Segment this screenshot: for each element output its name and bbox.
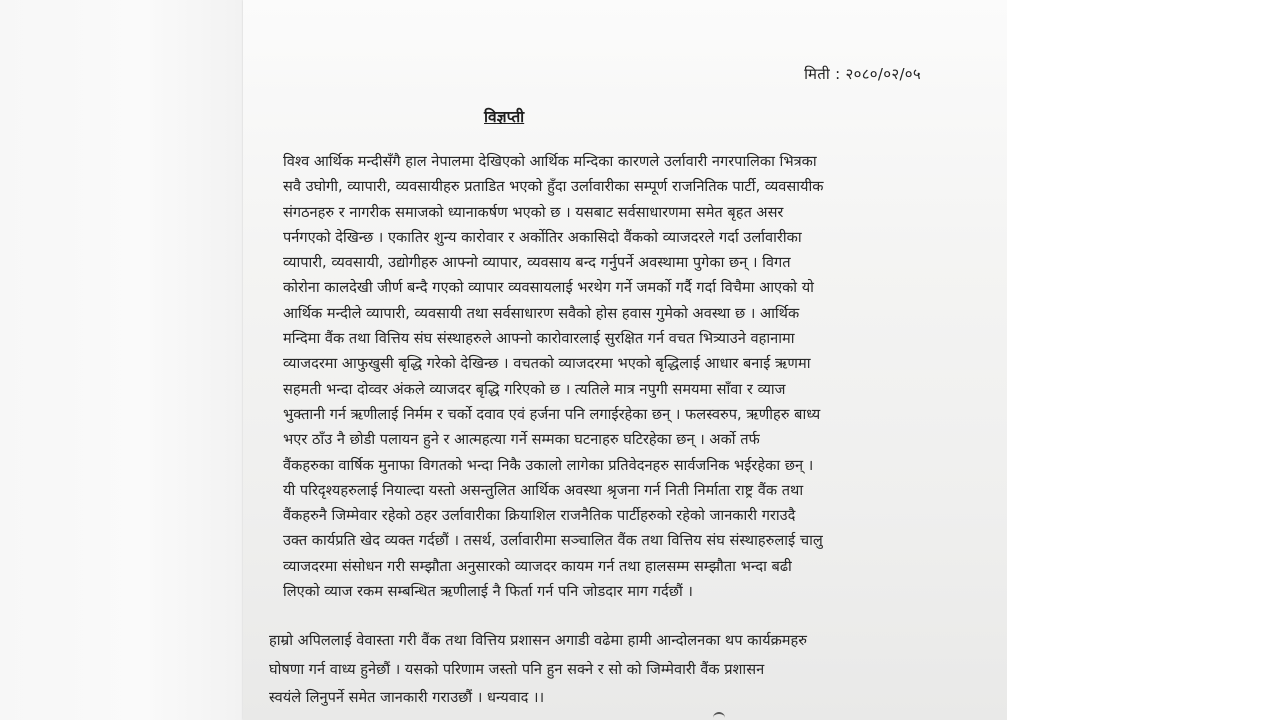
paragraph-closing [269, 627, 969, 713]
paragraph-line: पर्नगएको देखिन्छ । एकातिर शुन्य कारोवार र अर्कोतिर अकासिदो वैंकको व्याजदरले गर्दा उर्लावारीका [283, 228, 802, 246]
paragraph-line: विश्व आर्थिक मन्दीसँगै हाल नेपालमा देखिएको आर्थिक मन्दिका कारणले उर्लावारी नगरपालिका भित्रका [283, 153, 817, 170]
background-margin-left [0, 0, 243, 720]
paragraph-line: सवै उघोगी, व्यापारी, व्यवसायीहरु प्रताडित भएको हुँदा उर्लावारीका सम्पूर्ण राजनितिक पार्टी, व्यवसायीक [283, 178, 824, 196]
paragraph-line: यी परिदृश्यहरुलाई नियाल्दा यस्तो असन्तुलित आर्थिक अवस्था श्रृजना गर्न निती निर्माता राष्ट्र वैंक तथा [283, 481, 804, 499]
paragraph-line: व्यापारी, व्यवसायी, उद्योगीहरु आफ्नो व्यापार, व्यवसाय बन्द गर्नुपर्ने अवस्थामा पुगेका छन् । विगत [283, 254, 791, 272]
paragraph-line: आर्थिक मन्दीले व्यापारी, व्यवसायी तथा सर्वसाधारण सवैको होस हवास गुमेको अवस्था छ । आर्थिक [283, 304, 800, 322]
paragraph-line: व्याजदरमा संसोधन गरी सम्झौता अनुसारको व्याजदर कायम गर्न तथा हालसम्म सम्झौता भन्दा बढी [283, 557, 792, 575]
paragraph-line: हाम्रो अपिललाई वेवास्ता गरी वैंक तथा वित्तिय प्रशासन अगाडी वढेमा हामी आन्दोलनका थप कार्यक्रमहरु [269, 632, 808, 649]
paragraph-line: कोरोना कालदेखी जीर्ण बन्दै गएको व्यापार व्यवसायलाई भरथेग गर्ने जमर्को गर्दै गर्दा विचैमा आएको यो [283, 279, 814, 297]
paragraph-line: भएर ठाँउ नै छोडी पलायन हुने र आत्महत्या गर्ने सम्मका घटनाहरु घटिरहेका छन् । अर्को तर्फ [283, 431, 760, 449]
scanned-document [243, 0, 1007, 720]
document-date: मिती : २०८०/०२/०५ [804, 65, 921, 83]
paragraph-line: उक्त कार्यप्रति खेद व्यक्त गर्दछौं । तसर्थ, उर्लावारीमा सञ्चालित वैंक तथा वित्तिय संघ संस्थाहरुलाई चालु [283, 532, 823, 550]
document-title: विज्ञप्ती [484, 108, 525, 126]
background-margin-right [1007, 0, 1280, 720]
paragraph-main [283, 149, 943, 604]
paragraph-line: स्वयंले लिनुपर्ने समेत जानकारी गराउछौं । धन्यवाद ।। [269, 689, 545, 706]
paragraph-line: घोषणा गर्न वाध्य हुनेछौं । यसको परिणाम जस्तो पनि हुन सक्ने र सो को जिम्मेवारी वैंक प्रशासन [269, 660, 765, 678]
paragraph-line: मन्दिमा वैंक तथा वित्तिय संघ संस्थाहरुले आफ्नो कारोवारलाई सुरक्षित गर्न वचत भित्र्याउने वहानामा [283, 330, 795, 348]
signature-mark [713, 712, 725, 720]
paragraph-line: संगठनहरु र नागरीक समाजको ध्यानाकर्षण भएको छ । यसबाट सर्वसाधारणमा समेत बृहत असर [283, 203, 784, 221]
paragraph-line: लिएको व्याज रकम सम्बन्धित ऋणीलाई नै फिर्ता गर्न पनि जोडदार माग गर्दछौं । [283, 583, 693, 601]
paragraph-line: वैंकहरुका वार्षिक मुनाफा विगतको भन्दा निकै उकालो लागेका प्रतिवेदनहरु सार्वजनिक भईरहेका छन् । [283, 456, 814, 474]
paragraph-line: भुक्तानी गर्न ऋणीलाई निर्मम र चर्को दवाव एवं हर्जना पनि लगाईरहेका छन् । फलस्वरुप, ऋणीहरु बाध्य [283, 405, 821, 423]
paragraph-line: सहमती भन्दा दोव्वर अंकले व्याजदर बृद्धि गरिएको छ । त्यतिले मात्र नपुगी समयमा साँवा र व्याज [283, 380, 786, 398]
paragraph-line: व्याजदरमा आफुखुसी बृद्धि गरेको देखिन्छ । वचतको व्याजदरमा भएको बृद्धिलाई आधार बनाई ऋणमा [283, 355, 811, 373]
paragraph-line: वैंकहरुनै जिम्मेवार रहेको ठहर उर्लावारीका क्रियाशिल राजनैतिक पार्टीहरुको रहेको जानकारी गराउदै [283, 507, 796, 525]
